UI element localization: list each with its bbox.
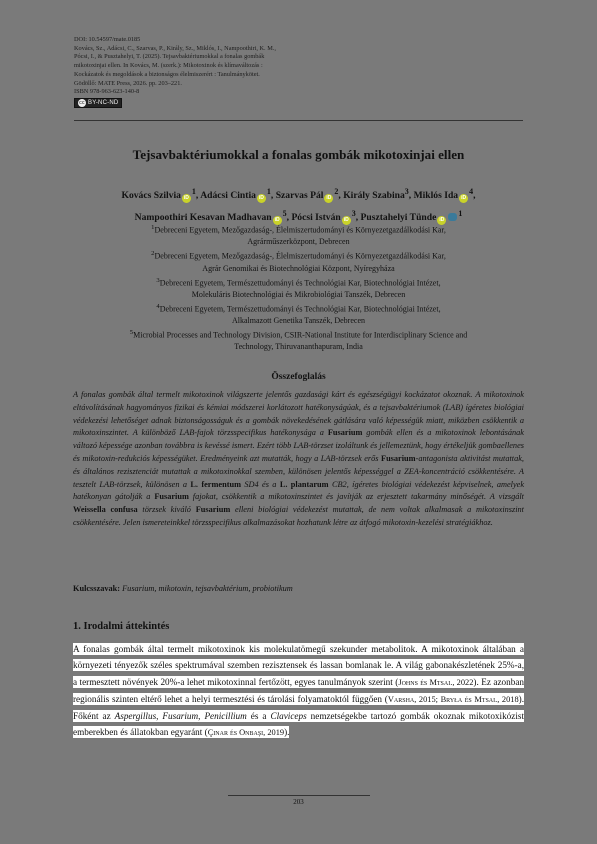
- affiliation-line: Molekuláris Biotechnológiai és Mikrobiológiai Tanszék, Debrecen: [191, 289, 406, 299]
- affiliation-list: [74, 222, 523, 353]
- affiliation-line: Debreceni Egyetem, Mezőgazdaság-, Élelmiszertudományi és Környezetgazdálkodási Kar,: [154, 251, 446, 261]
- abstract-segment: törzsek kiváló: [137, 505, 196, 515]
- cc-license-badge[interactable]: [74, 98, 122, 108]
- paper-title: Tejsavbaktériumokkal a fonalas gombák mikotoxinjai ellen: [132, 147, 465, 162]
- author-affiliation-number: 3: [404, 187, 409, 196]
- author-name: Király Szabina: [343, 190, 405, 202]
- affiliation: [74, 222, 523, 248]
- license-label: BY-NC-ND: [88, 99, 119, 106]
- author-name: Szarvas Pál: [275, 190, 324, 202]
- author-separator: ,: [355, 212, 361, 224]
- affiliation-line: Agrár Genomikai és Biotechnológiai Központ, Nyíregyháza: [202, 263, 395, 273]
- email-icon[interactable]: [448, 213, 457, 221]
- author-affiliation-number: 1: [266, 187, 271, 196]
- abstract-segment: elleni biológiai védekezést mutattak, de nem voltak alkalmasak a mikotoxinszint csökkentésére. Jelen ismereteinkkel törzsspecifikus alkalmazásokat hozhatunk létre az átfogó mikotoxin-kezelési stratégiákhoz.: [73, 505, 524, 527]
- genus-name: Claviceps: [270, 711, 307, 722]
- genus-name: Fusarium: [162, 711, 199, 722]
- abstract-segment: -antagonista aktivitást mutattak, és általános rezisztenciát mutattak a mikotoxinokkal szemben, különösen jelentős képességgel a ZEA-koncentráció csökkentésére. A tesztelt LAB-törzsek, különösen a: [73, 453, 525, 489]
- author-separator: ,: [408, 190, 414, 202]
- section-body: [73, 641, 524, 742]
- orcid-icon[interactable]: iD: [274, 217, 280, 224]
- citation: Johns és Mtsai., 2022: [398, 677, 474, 687]
- section-heading: 1. Irodalmi áttekintés: [73, 621, 170, 632]
- citation: Varsha, 2015; Bryła és Mtsai., 2018: [387, 694, 519, 704]
- body-segment: ,: [156, 711, 163, 722]
- abstract-segment: fajokat, csökkentik a mikotoxinszintet és javítják az erjesztett takarmány minőségét. A vizsgált: [188, 492, 524, 502]
- highlighted-text: [73, 643, 524, 738]
- affiliation: [74, 275, 523, 301]
- doi-line: DOI: 10.54597/mate.0185: [74, 36, 141, 43]
- body-segment: ).: [284, 727, 290, 738]
- isbn-line: ISBN 978-963-623-140-8: [74, 88, 140, 96]
- citation-line: Pócsi, I., & Pusztahelyi, T. (2025). Tejsavbaktériumokkal a fonalas gombák: [74, 53, 265, 61]
- body-segment: A fonalas gombák által termelt mikotoxinok kis molekulatömegű szekunder metabolitok. A mikotoxinok általában a környezeti tényezők széles spektrumával szemben rezisztensek és lassan bomlanak le. A világ gabonakészletének 25%-a, a termesztett növények 20%-a lehet mikotoxinnal fertőzött, egyes tanulmányok szerint (: [73, 644, 524, 687]
- author-affiliation-number: 5: [282, 209, 287, 219]
- orcid-icon[interactable]: iD: [183, 195, 189, 202]
- taxon-name: L. fermentum: [190, 479, 241, 489]
- orcid-icon[interactable]: iD: [343, 217, 349, 224]
- taxon-name: Weissella confusa: [73, 505, 138, 515]
- taxon-name: Fusarium: [195, 505, 231, 515]
- affiliation: [74, 327, 523, 353]
- orcid-icon[interactable]: iD: [258, 195, 264, 202]
- taxon-name: Fusarium: [327, 428, 363, 438]
- page-number: 203: [293, 798, 304, 806]
- citation-line: Kockázatok és megoldások a biztonságos élelmiszerért : Tanulmánykötet.: [74, 70, 260, 78]
- citation-metadata: [74, 36, 374, 108]
- affiliation-number: 2: [151, 250, 155, 258]
- author-separator: ,: [195, 190, 201, 202]
- body-segment: ). Főként az: [73, 693, 524, 722]
- orcid-icon[interactable]: iD: [439, 217, 445, 224]
- affiliation-line: Microbial Processes and Technology Division, CSIR-National Institute for Interdisciplinary Science and: [133, 330, 468, 340]
- author-name: Pusztahelyi Tünde: [360, 212, 437, 224]
- author-name: Pócsi István: [291, 212, 341, 224]
- taxon-name: Fusarium: [154, 492, 189, 502]
- author-list: [70, 183, 527, 227]
- author-name: Miklós Ida: [413, 190, 459, 202]
- taxon-name: Fusarium: [381, 453, 416, 463]
- affiliation-line: Alkalmazott Genetika Tanszék, Debrecen: [231, 316, 365, 326]
- affiliation-line: Debreceni Egyetem, Természettudományi és Technológiai Kar, Biotechnológiai Intézet,: [159, 278, 441, 288]
- author-affiliation-number: 4: [469, 187, 474, 196]
- affiliation-line: Agrárműszerközpont, Debrecen: [247, 237, 350, 247]
- cc-icon: cc: [79, 99, 85, 106]
- footer-rule: [228, 795, 370, 796]
- citation-line: Kovács, Sz., Adácsi, C., Szarvas, P., Király, Sz., Miklós, I., Nampoothiri, K. M.,: [74, 44, 276, 52]
- affiliation-number: 5: [129, 329, 134, 336]
- author-name: Adácsi Cintia: [200, 190, 256, 202]
- keywords-text: Fusarium, mikotoxin, tejsavbaktérium, probiotikum: [122, 584, 293, 593]
- orcid-icon[interactable]: iD: [326, 195, 332, 202]
- author-affiliation-number: 2: [334, 187, 339, 196]
- body-segment: és a: [246, 711, 271, 722]
- keywords: [73, 584, 524, 593]
- affiliation-line: Debreceni Egyetem, Természettudományi és Technológiai Kar, Biotechnológiai Intézet,: [159, 304, 441, 314]
- orcid-icon[interactable]: iD: [461, 195, 467, 202]
- author-affiliation-number: 1: [458, 209, 463, 219]
- affiliation: [74, 248, 523, 274]
- affiliation: [74, 301, 523, 327]
- affiliation-number: 4: [156, 302, 160, 310]
- author-separator: ,: [286, 212, 292, 224]
- genus-name: Aspergillus: [114, 711, 157, 722]
- citation: Çinar és Onbaşi, 2019: [207, 728, 285, 738]
- abstract-heading: Összefoglalás: [271, 372, 326, 382]
- citation-line: Gödöllő: MATE Press, 2026. pp. 203–221.: [74, 79, 182, 87]
- header-rule: [74, 120, 523, 121]
- author-name: Kovács Szilvia: [121, 190, 181, 202]
- author-separator: ,: [473, 190, 476, 202]
- genus-name: Penicillium: [204, 711, 247, 722]
- abstract-segment: CB2, ígéretes biológiai védekezést képviselnek, amelyek hatékonyan gátolják a: [73, 479, 525, 502]
- author-separator: ,: [270, 190, 276, 202]
- body-segment: ,: [198, 711, 205, 722]
- abstract-segment: SD4 és a: [241, 479, 280, 489]
- taxon-name: L. plantarum: [279, 479, 329, 489]
- keywords-label: Kulcsszavak:: [73, 584, 121, 593]
- abstract-segment: A fonalas gombák által termelt mikotoxinok világszerte jelentős gazdasági kárt és egészségügyi kockázatot okoznak. A mikotoxinok eltávolításának hagyományos fizikai és kémiai módszerei korlátozott hatékonyságúak, és a tejsavbaktériumok (LAB) ígéretes biológiai védekezési lehetőséget adnak biztonságosságuk és a gombák növekedésének gátlására való képességük miatt, miközben csökkentik a mikotoxinszintet. A különböző LAB-fajok törzsspecifikus hatékonysága a: [73, 390, 524, 438]
- affiliation-line: Technology, Thiruvananthapuram, India: [234, 342, 363, 352]
- body-segment: ). Ez azonban regionális szinten eltérő lehet a helyi termesztési és tárolási folyamatoktól függően (: [73, 676, 524, 704]
- abstract-segment: gombák ellen és a mikotoxinok lebontásának változó képessége azonban továbbra is kevéssé ismert. Ezért több LAB-törzset izoláltunk és jellemeztünk, hogy értékeljük gombaellenes és mikotoxin-redukciós képességüket. Eredményeink azt mutatták, hogy a LAB-törzsek erős: [73, 428, 524, 463]
- author-affiliation-number: 3: [351, 209, 356, 219]
- affiliation-line: Debreceni Egyetem, Mezőgazdaság-, Élelmiszertudományi és Környezetgazdálkodási Kar,: [154, 225, 446, 235]
- abstract-text: [73, 389, 524, 530]
- affiliation-number: 3: [156, 276, 160, 284]
- citation-line: mikotoxinjai ellen. In Kovács, M. (szerk.): Mikotoxinok és klímaváltozás :: [74, 62, 263, 70]
- author-affiliation-number: 1: [191, 187, 196, 196]
- author-separator: ,: [338, 190, 344, 202]
- body-segment: nemzetségekbe tartozó gombák okoznak mikotoxikózist emberekben és állatokban egyaránt (: [73, 711, 525, 738]
- author-name: Nampoothiri Kesavan Madhavan: [134, 212, 272, 224]
- affiliation-number: 1: [151, 224, 155, 231]
